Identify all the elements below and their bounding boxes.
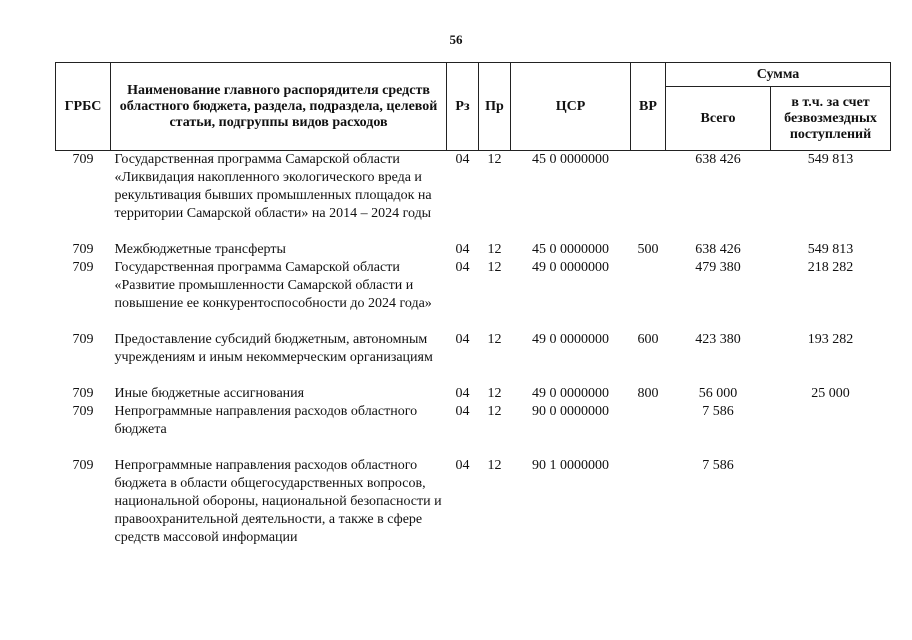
- row-grbs: 709: [72, 242, 94, 257]
- header-total: Всего: [666, 87, 771, 151]
- row-rz: 04: [455, 152, 470, 167]
- header-sum: Сумма: [666, 63, 891, 87]
- row-pr: 12: [487, 332, 502, 347]
- row-grbs: 709: [72, 386, 94, 401]
- row-name: Государственная программа Самарской области «Развитие промышленности Самарской области и повышение ее конкурентоспособности до 2024 года»: [114, 260, 432, 311]
- row-grants: 193 282: [807, 332, 854, 347]
- row-grants: 549 813: [807, 152, 854, 167]
- row-name: Государственная программа Самарской области «Ликвидация накопленного экологического вреда и рекультивация бывших промышленных площадок на территории Самарской области» на 2014 – 2024 годы: [114, 152, 432, 221]
- row-pr: 12: [487, 458, 502, 473]
- row-vr: [631, 151, 666, 242]
- row-csr: 49 0 0000000: [532, 386, 609, 401]
- row-total: 638 426: [695, 152, 741, 167]
- row-pr: 12: [487, 260, 502, 275]
- row-csr: 90 0 0000000: [532, 404, 609, 419]
- row-name: Непрограммные направления расходов областного бюджета: [114, 404, 418, 437]
- table-row: [56, 457, 891, 547]
- row-name: Межбюджетные трансферты: [114, 242, 286, 257]
- row-grbs: 709: [72, 152, 94, 167]
- row-csr: 90 1 0000000: [532, 458, 609, 473]
- row-name: Иные бюджетные ассигнования: [114, 386, 305, 401]
- row-csr: 45 0 0000000: [532, 242, 609, 257]
- row-total: 423 380: [695, 332, 741, 347]
- table-row: [56, 403, 891, 457]
- header-rz: Рз: [447, 63, 479, 151]
- row-grbs: 709: [72, 404, 94, 419]
- row-grants: [771, 403, 891, 457]
- row-grants: 549 813: [807, 242, 854, 257]
- row-vr: [631, 457, 666, 547]
- header-grants: в т.ч. за счет безвозмездных поступлений: [771, 87, 891, 151]
- row-grants: [771, 457, 891, 547]
- row-total: 479 380: [695, 260, 741, 275]
- row-total: 56 000: [698, 386, 738, 401]
- row-total: 7 586: [702, 458, 734, 473]
- row-rz: 04: [455, 332, 470, 347]
- row-rz: 04: [455, 242, 470, 257]
- row-rz: 04: [455, 386, 470, 401]
- row-name: Непрограммные направления расходов областного бюджета в области общегосударственных вопросов, национальной обороны, национальной безопасности и правоохранительной деятельности, а также в сфере средств массовой информации: [114, 458, 442, 545]
- header-vr: ВР: [631, 63, 666, 151]
- row-grants: 218 282: [807, 260, 854, 275]
- header-csr: ЦСР: [511, 63, 631, 151]
- table-row: [56, 151, 891, 242]
- row-csr: 49 0 0000000: [532, 332, 609, 347]
- row-grbs: 709: [72, 458, 94, 473]
- row-vr: [631, 259, 666, 331]
- row-name: Предоставление субсидий бюджетным, автономным учреждениям и иным некоммерческим организациям: [114, 332, 433, 365]
- row-vr: 500: [637, 242, 659, 257]
- table-row: [56, 241, 891, 259]
- table-row: [56, 331, 891, 385]
- header-name: Наименование главного распорядителя средств областного бюджета, раздела, подраздела, целевой статьи, подгруппы видов расходов: [111, 63, 447, 151]
- row-csr: 45 0 0000000: [532, 152, 609, 167]
- row-vr: 800: [637, 386, 659, 401]
- row-rz: 04: [455, 260, 470, 275]
- page-number: 56: [449, 32, 463, 47]
- header-grbs: ГРБС: [56, 63, 111, 151]
- row-vr: [631, 403, 666, 457]
- row-rz: 04: [455, 404, 470, 419]
- row-pr: 12: [487, 386, 502, 401]
- row-vr: 600: [637, 332, 659, 347]
- budget-table: [55, 62, 891, 547]
- row-total: 7 586: [702, 404, 734, 419]
- table-row: [56, 385, 891, 403]
- table-row: [56, 259, 891, 331]
- row-total: 638 426: [695, 242, 741, 257]
- row-rz: 04: [455, 458, 470, 473]
- row-grbs: 709: [72, 260, 94, 275]
- row-pr: 12: [487, 242, 502, 257]
- header-pr: Пр: [479, 63, 511, 151]
- row-grbs: 709: [72, 332, 94, 347]
- row-csr: 49 0 0000000: [532, 260, 609, 275]
- row-pr: 12: [487, 152, 502, 167]
- row-pr: 12: [487, 404, 502, 419]
- row-grants: 25 000: [811, 386, 850, 401]
